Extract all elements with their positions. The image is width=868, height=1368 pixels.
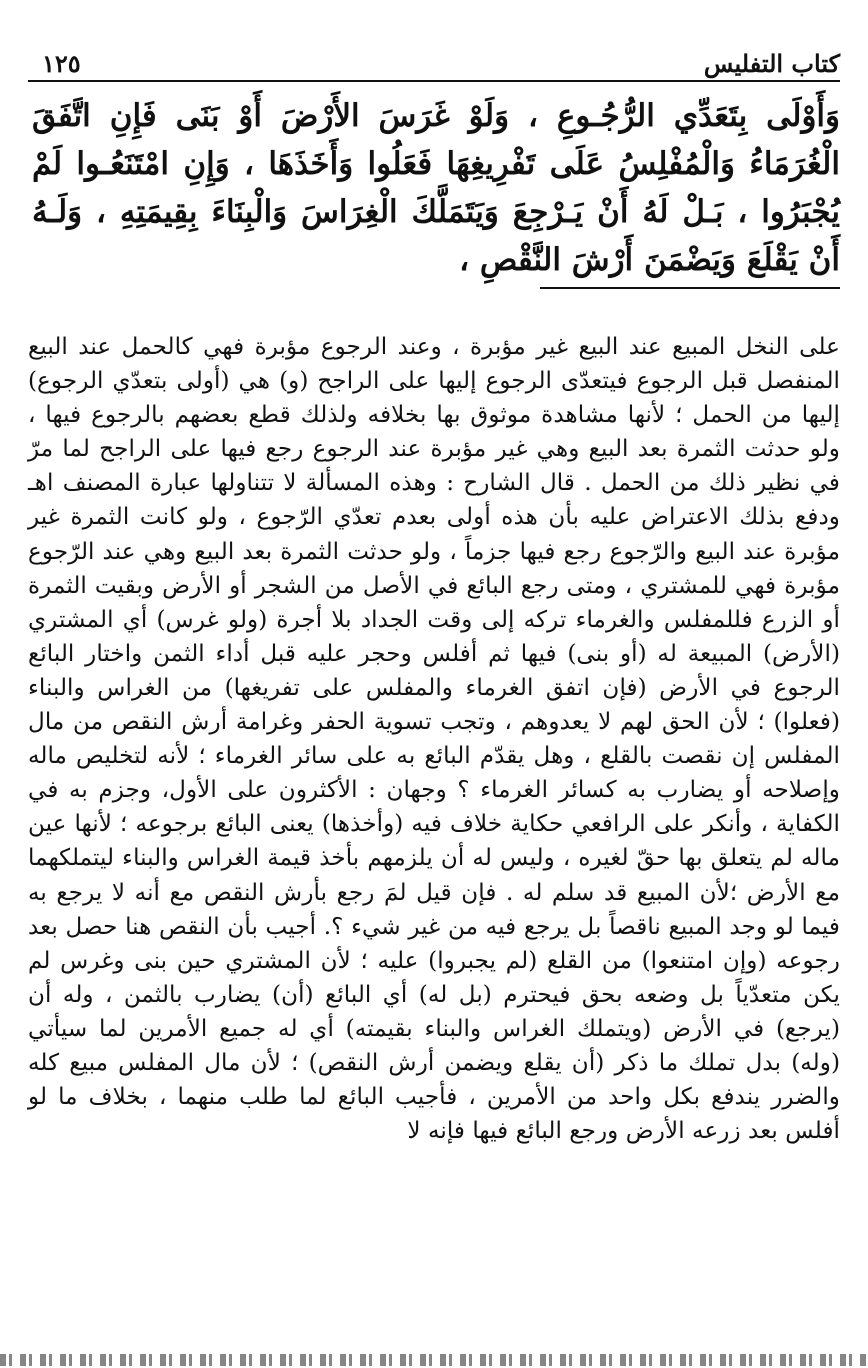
page-number: ١٢٥	[42, 49, 81, 78]
commentary-text: على النخل المبيع عند البيع غير مؤبرة ، وعند الرجوع مؤبرة فهي كالحمل عند البيع المنفصل قبل الرجوع فيتعدّى الرجوع إليها على الراجح (و) هي (أولى بتعدّي الرجوع) إليها من الحمل ؛ لأنها مشاهدة موثوق بها بخلافه ولذلك قطع بعضهم بالرجوع فيها ، ولو حدثت الثمرة بعد البيع وهي غير مؤبرة عند الرجوع رجع فيها على الراجح لما مرّ في نظير ذلك من الحمل . قال الشارح : وهذه المسألة لا تتناولها عبارة المصنف اهـ ودفع بذلك الاعتراض عليه بأن هذه أولى بعدم تعدّي الرّجوع ، ولو كانت الثمرة غير مؤبرة عند البيع والرّجوع رجع فيها جزماً ، ولو حدثت الثمرة بعد البيع وهي عند الرّجوع مؤبرة فهي للمشتري ، ومتى رجع البائع في الأصل من الشجر أو الأرض وبقيت الثمرة أو الزرع فللمفلس والغرماء تركه إلى وقت الجداد بلا أجرة (ولو غرس) أي المشتري (الأرض) المبيعة له (أو بنى) فيها ثم أفلس وحجر عليه قبل أداء الثمن واختار البائع الرجوع في الأرض (فإن اتفق الغرماء والمفلس على تفريغها) من الغراس والبناء (فعلوا) ؛ لأن الحق لهم لا يعدوهم ، وتجب تسوية الحفر وغرامة أرش النقص من مال المفلس إن نقصت بالقلع ، وهل يقدّم البائع به على سائر الغرماء ؛ لأنه لتخليص ماله وإصلاحه أو يضارب به كسائر الغرماء ؟ وجهان : الأكثرون على الأول، وجزم به في الكفاية ، وأنكر على الرافعي حكاية خلاف فيه (وأخذها) يعنى البائع برجوعه ؛ لأنها عين ماله لم يتعلق بها حقّ لغيره ، وليس له أن يلزمهم بأخذ قيمة الغراس والبناء ليتملكهما مع الأرض ؛لأن المبيع قد سلم له . فإن قيل لمَ رجع بأرش النقص مع أنه لا يرجع به فيما لو وجد المبيع ناقصاً بل يرجع فيه من غير شيء ؟. أجيب بأن النقص هنا حصل بعد رجوعه (وإن امتنعوا) من القلع (لم يجبروا) عليه ؛ لأن المشتري حين بنى وغرس لم يكن متعدّياً بل وضعه بحق فيحترم (بل له) أي البائع (أن) يضارب بالثمن ، وله أن (يرجع) في الأرض (ويتملك الغراس والبناء بقيمته) أي له جميع الأمرين لما سيأتي (وله) بدل تملك ما ذكر (أن يقلع ويضمن أرش النقص) ؛ لأن مال المفلس مبيع كله والضرر يندفع بكل واحد من الأمرين ، فأجيب البائع لما طلب منهما ، بخلاف ما لو أفلس بعد زرعه الأرض ورجع البائع فيها فإنه لا	[28, 333, 840, 1145]
matn-text: وَأَوْلَى بِتَعَدِّي الرُّجُـوعِ ، وَلَوْ غَرَسَ الأَرْضَ أَوْ بَنَى فَإِنِ اتَّفَقَ الْغُرَمَاءُ وَالْمُفْلِسُ عَلَى تَفْرِيغِهَا فَعَلُوا وَأَخَذَهَا ، وَإِنِ امْتَنَعُـوا لَمْ يُجْبَرُوا ، بَـلْ لَهُ أَنْ يَـرْجِعَ وَيَتَمَلَّكَ الْغِرَاسَ وَالْبِنَاءَ بِقِيمَتِهِ ، وَلَـهُ أَنْ يَقْلَعَ وَيَضْمَنَ أَرْشَ النَّقْصِ ،	[32, 98, 840, 278]
book-title: كتاب التفليس	[703, 49, 840, 78]
footer-ornament	[0, 1354, 868, 1366]
page-header	[28, 38, 840, 78]
section-separator	[540, 287, 840, 289]
header-divider	[28, 80, 840, 82]
commentary-section	[28, 330, 840, 1148]
matn-section	[32, 92, 840, 284]
